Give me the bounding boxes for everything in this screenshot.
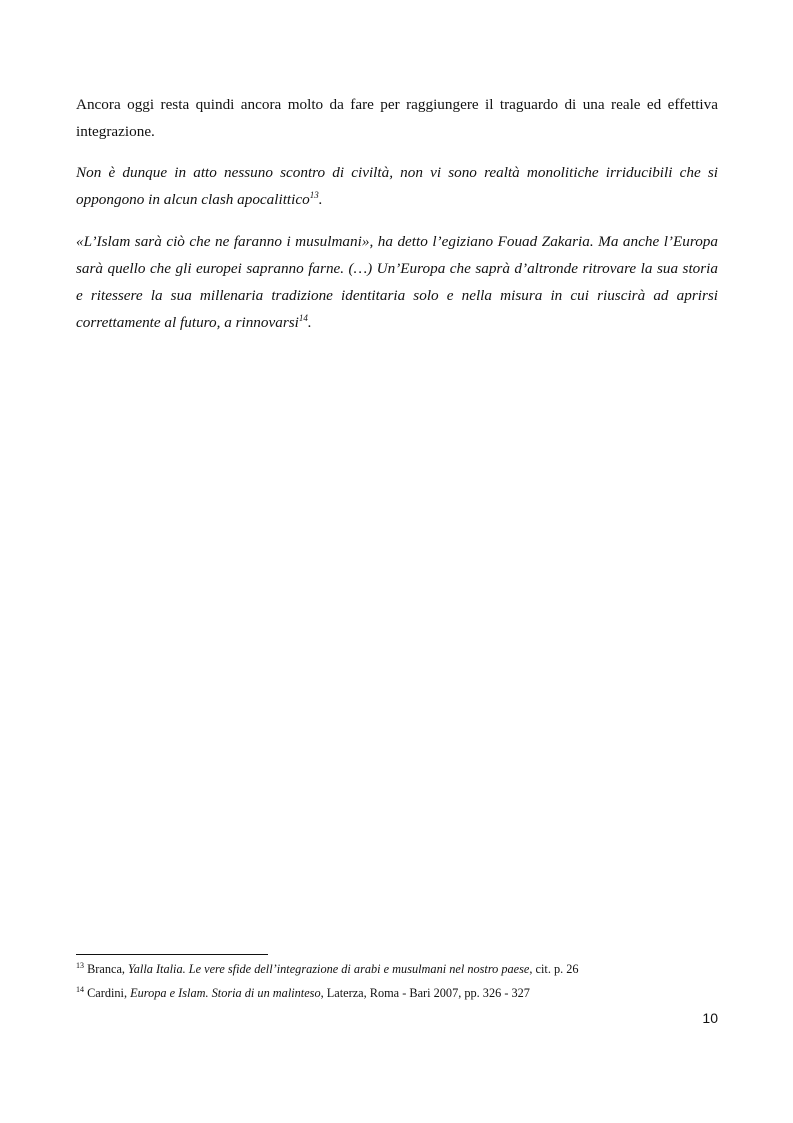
footnote-author: Cardini,: [87, 986, 131, 1000]
paragraph-integration: [76, 91, 718, 145]
footnote-number: 13: [76, 961, 84, 970]
paragraph-quotation: [76, 228, 718, 336]
paragraph-text: Ancora oggi resta quindi ancora molto da fare per raggiungere il traguardo di una reale ed effettiva integrazione.: [76, 96, 718, 140]
paragraph-text: «L’Islam sarà ciò che ne faranno i musulmani», ha detto l’egiziano Fouad Zakaria. Ma anche l’Europa sarà quello che gli europei sapranno farne. (…) Un’Europa che saprà d’altronde ritrovare la sua storia e ritessere la sua millenaria tradizione identitaria solo e nella misura in cui riuscirà ad aprirsi correttamente al futuro, a rinnovarsi: [76, 233, 718, 331]
footnote-separator: [76, 954, 268, 955]
footnote-reference-13[interactable]: 13: [309, 190, 319, 200]
footnote-14: [76, 985, 718, 1001]
footnote-13: [76, 961, 718, 977]
footnote-citation: , cit. p. 26: [529, 962, 579, 976]
paragraph-text: Non è dunque in atto nessuno scontro di civiltà, non vi sono realtà monolitiche irriducibili che si oppongono in alcun clash apocalittico: [76, 164, 718, 208]
footnote-citation: , Laterza, Roma - Bari 2007, pp. 326 - 327: [320, 986, 530, 1000]
paragraph-end-punctuation: .: [318, 191, 323, 208]
footnote-number: 14: [76, 985, 84, 994]
paragraph-end-punctuation: .: [307, 314, 312, 331]
paragraph-civilizations: [76, 159, 718, 213]
footnote-title: Europa e Islam. Storia di un malinteso: [130, 986, 321, 1000]
page-number: 10: [702, 1010, 718, 1026]
footnote-author: Branca,: [87, 962, 129, 976]
footnote-title: Yalla Italia. Le vere sfide dell’integrazione di arabi e musulmani nel nostro paese: [128, 962, 530, 976]
footnote-reference-14[interactable]: 14: [298, 313, 308, 323]
